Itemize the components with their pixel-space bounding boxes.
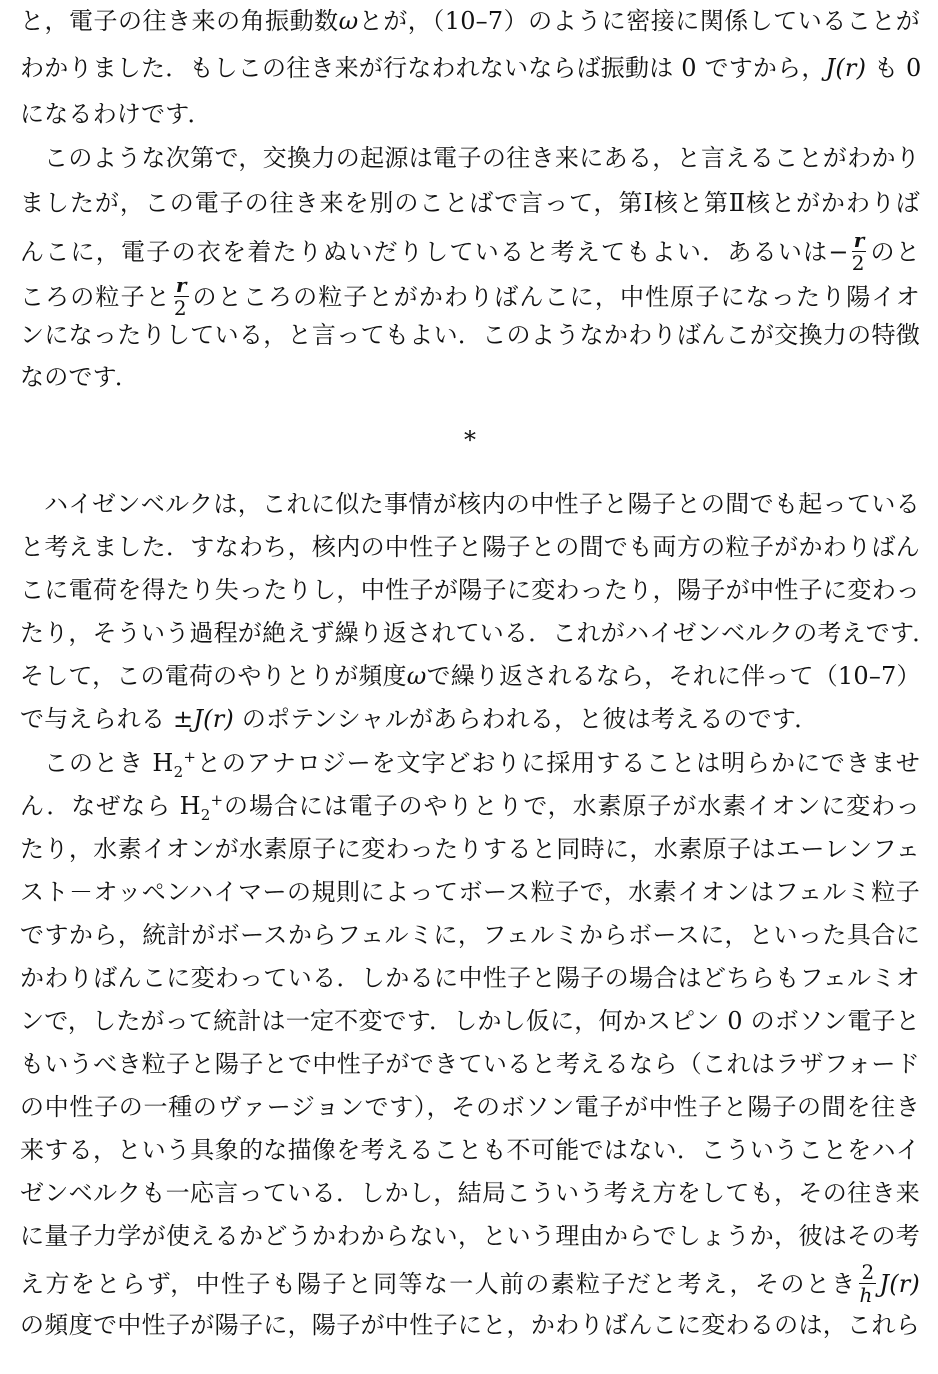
fraction-denominator: 2 xyxy=(851,251,865,275)
superscript: + xyxy=(183,748,197,766)
text-span: ゼンベルクも一応言っている．しかし，結局こういう考え方をしても，その往き来 xyxy=(20,1179,920,1207)
math-J-of-r: J(r) xyxy=(879,1270,920,1298)
text-span: そして，この電荷のやりとりが頻度 xyxy=(20,662,407,690)
text-line xyxy=(20,1260,920,1307)
fraction-numerator: 2 xyxy=(861,1260,875,1284)
text-line xyxy=(20,51,920,85)
math-J-of-r: J(r) xyxy=(193,705,234,733)
text-span: と，電子の往き来の角振動数 xyxy=(20,7,339,35)
text-span: スト－オッペンハイマーの規則によってボース粒子で，水素イオンはフェルミ粒子 xyxy=(20,878,920,906)
text-line xyxy=(20,875,920,909)
text-line xyxy=(20,702,920,736)
text-line xyxy=(20,141,920,175)
subscript: 2 xyxy=(200,805,211,824)
text-line xyxy=(20,530,920,564)
math-fraction-r-over-2 xyxy=(174,275,189,318)
fraction-numerator: r xyxy=(853,228,865,252)
subscript: 2 xyxy=(173,762,184,781)
section-separator: * xyxy=(464,426,476,454)
text-line xyxy=(20,789,920,823)
fraction-denominator: 2 xyxy=(173,296,187,320)
math-fraction-2-over-h xyxy=(859,1262,876,1305)
text-line xyxy=(20,4,920,38)
fraction-denominator: h xyxy=(859,1283,873,1307)
text-span: ん．なぜなら H xyxy=(20,792,201,820)
text-span: ころの粒子と xyxy=(20,283,171,311)
text-span: ましたが，この電子の往き来を別のことばで言って，第Ⅰ核と第Ⅱ核とがかわりば xyxy=(20,189,920,217)
text-line xyxy=(20,1133,920,1167)
text-span: に量子力学が使えるかどうかわからない，という理由からでしょうか，彼はその考 xyxy=(20,1222,920,1250)
text-line xyxy=(20,228,920,275)
text-line xyxy=(20,360,920,394)
text-span: で繰り返されるなら，それに伴って（10–7） xyxy=(426,662,921,690)
superscript: + xyxy=(210,791,224,809)
text-span: ですから，統計がボースからフェルミに，フェルミからボースに，といった具合に xyxy=(20,921,920,949)
text-span: 来する，という具象的な描像を考えることも不可能ではない．こういうことをハイ xyxy=(20,1136,920,1164)
text-line xyxy=(20,273,921,320)
text-span: ンになったりしている，と言ってもよい．このようなかわりばんこが交換力の特徴 xyxy=(20,321,920,349)
text-span: と考えました．すなわち，核内の中性子と陽子との間でも両方の粒子がかわりばん xyxy=(20,533,920,561)
text-line xyxy=(20,746,920,780)
text-span: で与えられる ± xyxy=(20,705,194,733)
text-line xyxy=(20,97,920,131)
text-span: になるわけです． xyxy=(20,100,212,128)
text-span: なのです． xyxy=(20,363,140,391)
text-span: このような次第で，交換力の起源は電子の往き来にある，と言えることがわかり xyxy=(44,144,920,172)
text-span: わかりました．もしこの往き来が行なわれないならば振動は 0 ですから， xyxy=(20,54,826,82)
text-span: このとき H xyxy=(44,749,174,777)
math-J-of-r: J(r) xyxy=(825,54,867,82)
text-span: かわりばんこに変わっている．しかるに中性子と陽子の場合はどちらもフェルミオ xyxy=(20,964,920,992)
text-span: も 0 xyxy=(874,54,922,82)
text-span: え方をとらず，中性子も陽子と同等な一人前の素粒子だと考え，そのとき xyxy=(20,1270,857,1298)
text-span: のポテンシャルがあらわれる，と彼は考えるのです． xyxy=(241,705,819,733)
text-line xyxy=(20,659,920,693)
text-span: とが，（10–7）のように密接に関係していることが xyxy=(358,7,920,35)
text-line xyxy=(20,918,920,952)
text-line xyxy=(20,1219,920,1253)
text-span: こに電荷を得たり失ったりし，中性子が陽子に変わったり，陽子が中性子に変わっ xyxy=(20,576,920,604)
math-omega: ω xyxy=(338,7,359,35)
text-line xyxy=(20,961,920,995)
fraction-numerator: r xyxy=(175,273,187,297)
text-span: のと xyxy=(869,238,920,266)
text-span: もいうべき粒子と陽子とで中性子ができていると考えるなら（これはラザフォード xyxy=(20,1050,920,1078)
text-span: とのアナロジーを文字どおりに採用することは明らかにできませ xyxy=(196,749,920,777)
math-minus: − xyxy=(828,238,849,266)
text-line xyxy=(20,318,920,352)
text-span: のところの粒子とがかわりばんこに，中性原子になったり陽イオ xyxy=(191,283,921,311)
math-fraction-r-over-2 xyxy=(852,230,867,273)
text-span: の中性子の一種のヴァージョンです），そのボソン電子が中性子と陽子の間を往き xyxy=(20,1093,920,1121)
text-line xyxy=(20,487,920,521)
text-span: んこに，電子の衣を着たりぬいだりしていると考えてもよい．あるいは xyxy=(20,238,829,266)
text-span: ハイゼンベルクは，これに似た事情が核内の中性子と陽子との間でも起っている xyxy=(44,490,920,518)
text-span: たり，そういう過程が絶えず繰り返されている．これがハイゼンベルクの考えです． xyxy=(20,619,937,647)
text-span: ンで，したがって統計は一定不変です．しかし仮に，何かスピン 0 のボソン電子と xyxy=(20,1007,920,1035)
text-span: の場合には電子のやりとりで，水素原子が水素イオンに変わっ xyxy=(223,792,920,820)
text-line xyxy=(20,1090,920,1124)
text-line xyxy=(20,616,937,650)
text-span: の頻度で中性子が陽子に，陽子が中性子にと，かわりばんこに変わるのは，これら xyxy=(20,1311,920,1339)
text-line xyxy=(20,1176,920,1210)
text-line xyxy=(20,832,920,866)
text-line xyxy=(20,1047,920,1081)
text-line xyxy=(20,186,920,220)
text-span: たり，水素イオンが水素原子に変わったりすると同時に，水素原子はエーレンフェ xyxy=(20,835,920,863)
text-line xyxy=(20,573,920,607)
math-omega: ω xyxy=(406,662,427,690)
text-line xyxy=(20,1004,920,1038)
text-line xyxy=(20,1308,920,1342)
